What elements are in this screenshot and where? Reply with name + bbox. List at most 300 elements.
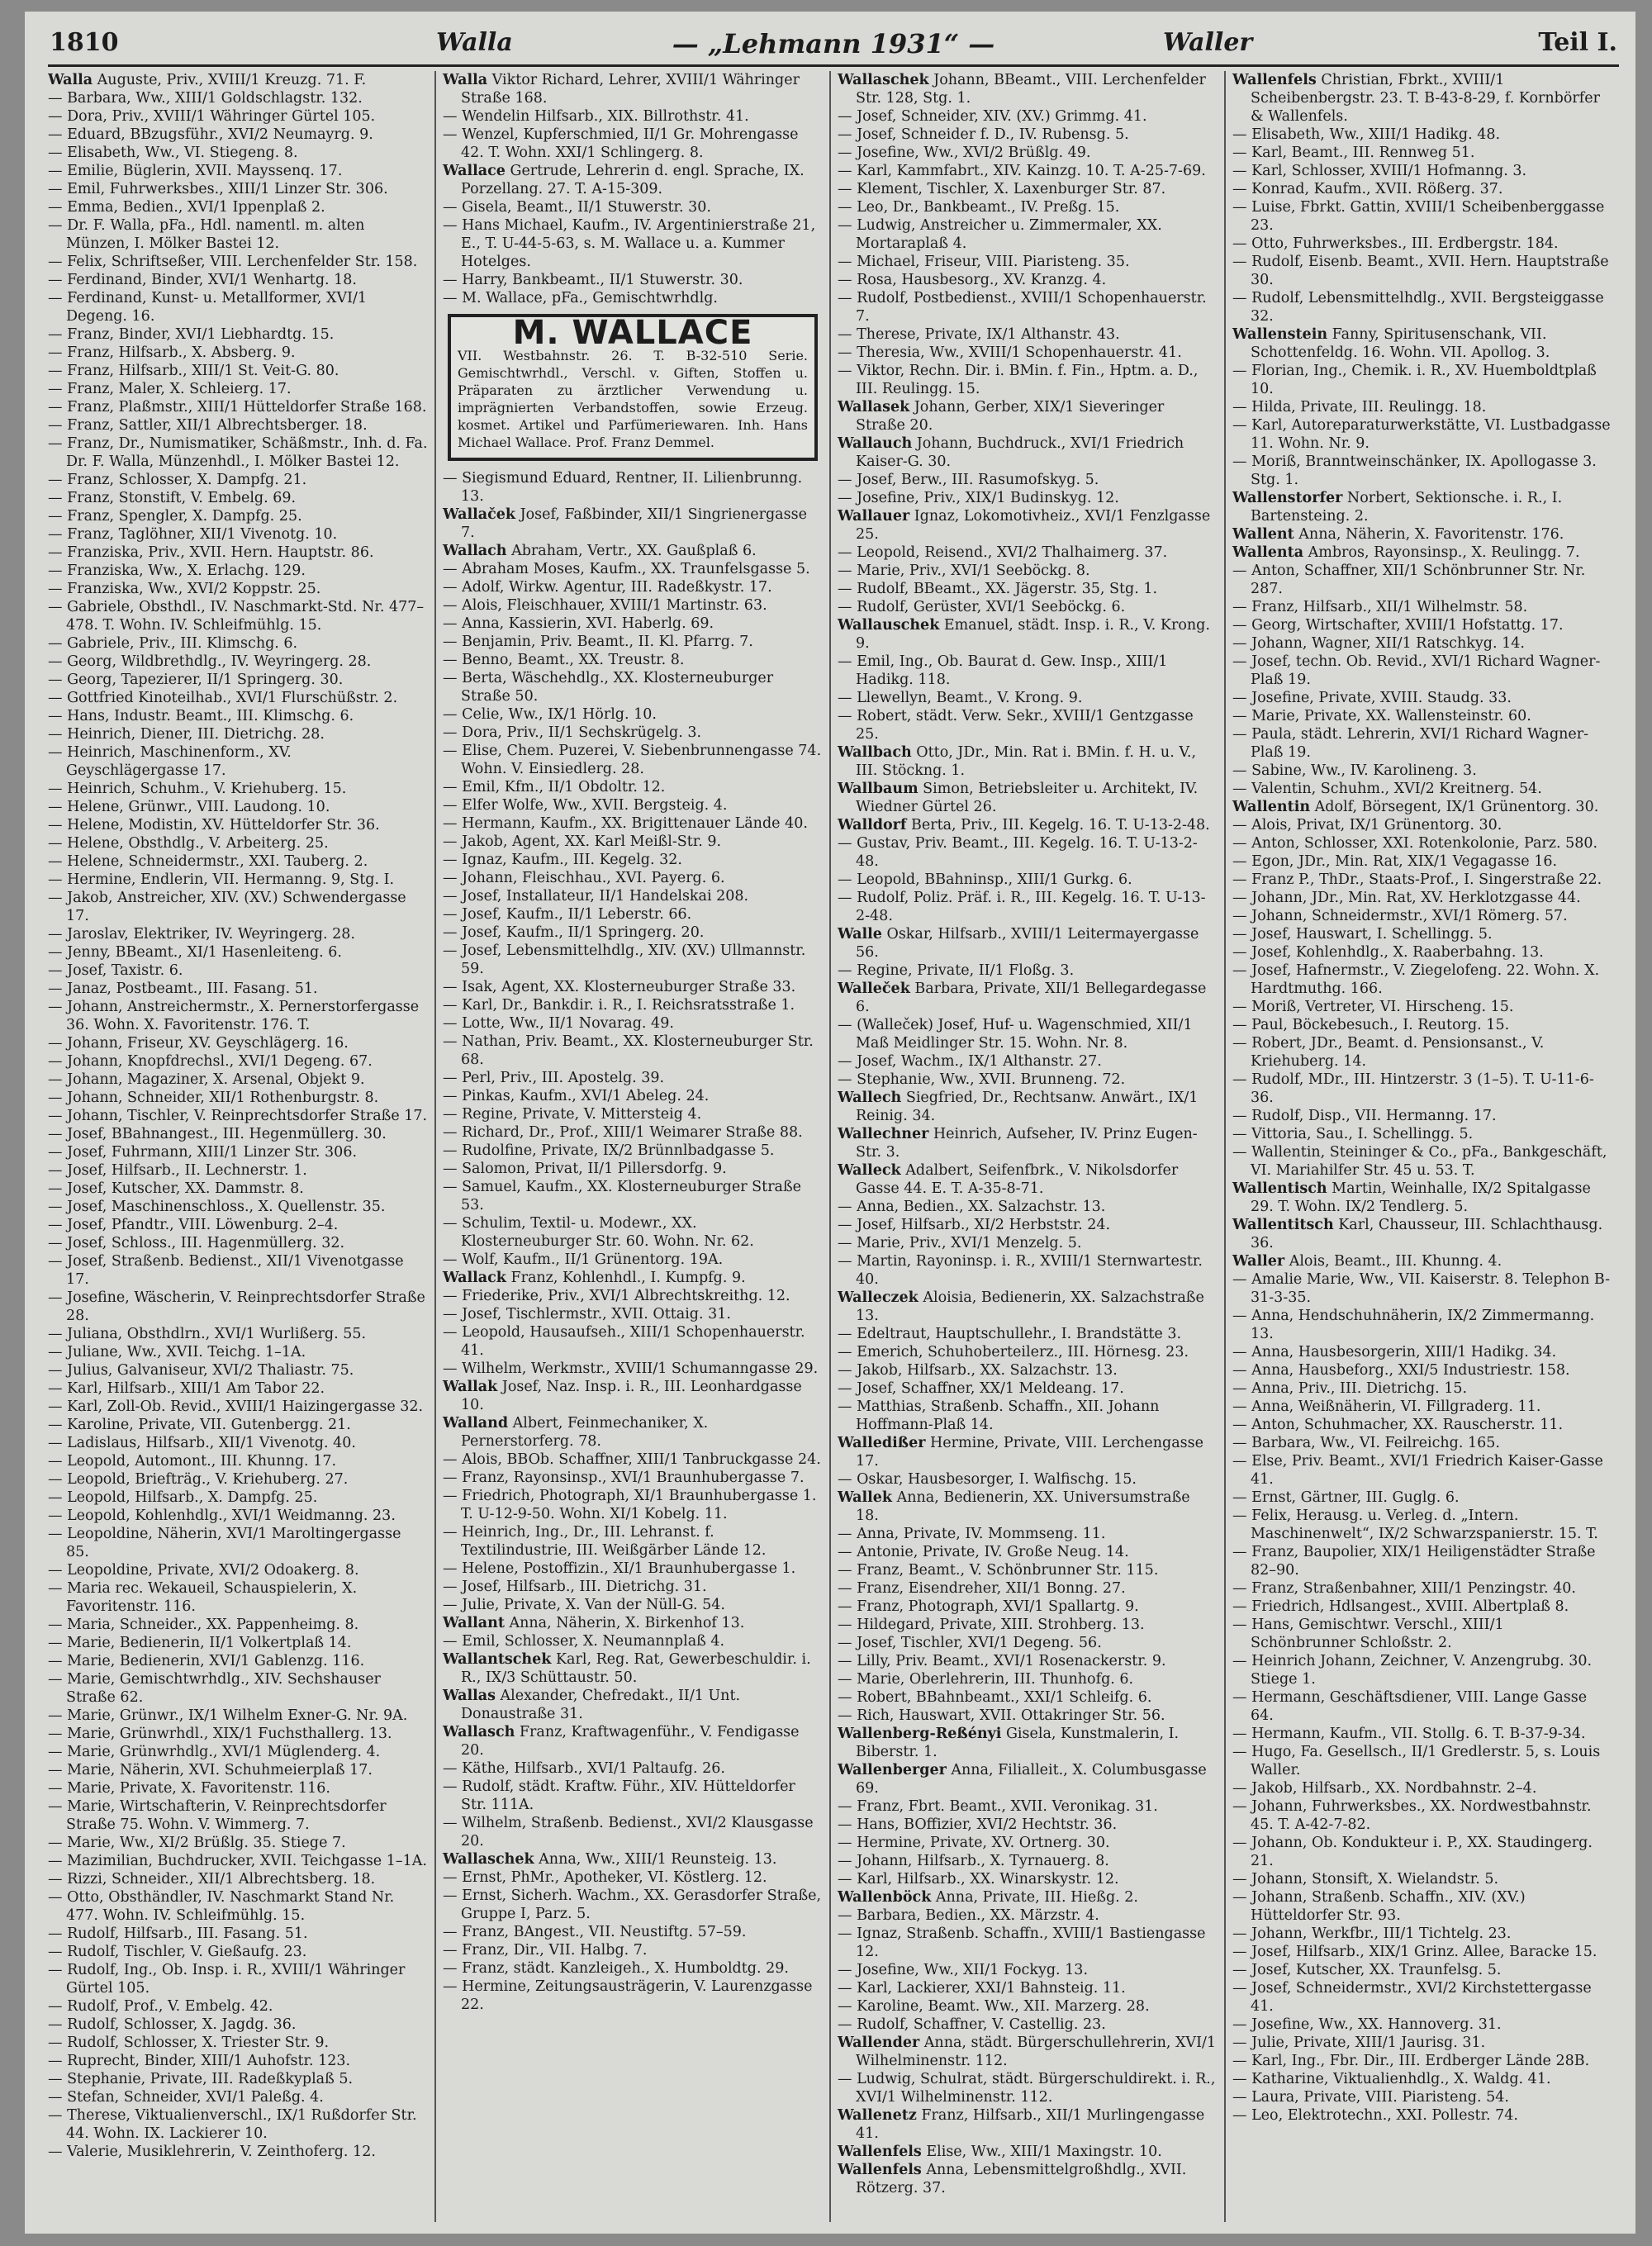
directory-entry: — Rudolf, Postbedienst., XVIII/1 Schopenhauerstr. 7. bbox=[838, 290, 1207, 325]
directory-entry: — Dr. F. Walla, pFa., Hdl. namentl. m. alten Münzen, I. Mölker Bastei 12. bbox=[48, 217, 365, 252]
directory-entry: — Wallentin, Steininger & Co., pFa., Bankgeschäft, VI. Mariahilfer Str. 45 u. 53. T. bbox=[1232, 1144, 1607, 1179]
directory-entry: — Emilie, Büglerin, XVII. Mayssenq. 17. bbox=[48, 163, 343, 179]
directory-entry: — Franz, Schlosser, X. Dampfg. 21. bbox=[48, 472, 307, 488]
directory-entry: — Johann, Hilfsarb., X. Tyrnauerg. 8. bbox=[838, 1853, 1109, 1869]
directory-entry: — Valerie, Musiklehrerin, V. Zeinthoferg. 12. bbox=[48, 2144, 376, 2160]
directory-entry: — Hermine, Private, XV. Ortnerg. 30. bbox=[838, 1835, 1110, 1851]
directory-entry: — Leopold, Automont., III. Khunng. 17. bbox=[48, 1453, 337, 1470]
directory-entry: — Franz, Baupolier, XIX/1 Heiligenstädter Straße 82–90. bbox=[1232, 1544, 1596, 1579]
directory-entry: — Juliana, Obsthdlrn., XVI/1 Wurlißerg. 55. bbox=[48, 1326, 367, 1342]
directory-entry: Walland Albert, Feinmechaniker, X. Pernerstorferg. 78. bbox=[443, 1415, 709, 1450]
directory-entry: — Robert, JDr., Beamt. d. Pensionsanst., V. Kriehuberg. 14. bbox=[1232, 1035, 1545, 1070]
directory-entry: — Josefine, Ww., XX. Hannoverg. 31. bbox=[1232, 2016, 1502, 2033]
directory-entry: — Anna, Priv., III. Dietrichg. 15. bbox=[1232, 1380, 1468, 1397]
directory-entry: Walleck Adalbert, Seifenfbrk., V. Nikolsdorfer Gasse 44. E. T. A-35-8-71. bbox=[838, 1162, 1179, 1197]
directory-entry: — Lilly, Priv. Beamt., XVI/1 Rosenackerstr. 9. bbox=[838, 1653, 1166, 1669]
directory-page bbox=[25, 12, 1635, 2234]
directory-entry: Wallentitsch Karl, Chausseur, III. Schlachthausg. 36. bbox=[1232, 1217, 1603, 1251]
directory-entry: — Marie, Grünwrhdl., XIX/1 Fuchsthallerg. 13. bbox=[48, 1726, 392, 1742]
directory-entry: — Wilhelm, Straßenb. Bedienst., XVI/2 Klausgasse 20. bbox=[443, 1815, 814, 1850]
directory-entry: — Josef, Tischler, XVI/1 Degeng. 56. bbox=[838, 1635, 1102, 1651]
directory-entry: — Karl, Kammfabrt., XIV. Kainzg. 10. T. A-25-7-69. bbox=[838, 163, 1206, 179]
directory-entry: — Regine, Private, II/1 Floßg. 3. bbox=[838, 962, 1075, 979]
directory-entry: — Karl, Beamt., III. Rennweg 51. bbox=[1232, 145, 1475, 161]
directory-entry: — Amalie Marie, Ww., VII. Kaiserstr. 8. Telephon B-31-3-35. bbox=[1232, 1271, 1611, 1306]
directory-entry: Walleček Barbara, Private, XII/1 Bellegardegasse 6. bbox=[838, 981, 1207, 1015]
directory-entry: — Anton, Schuhmacher, XX. Rauscherstr. 11. bbox=[1232, 1417, 1564, 1433]
header-part: Teil I. bbox=[1538, 28, 1617, 57]
directory-entry: — Oskar, Hausbesorger, I. Walfischg. 15. bbox=[838, 1471, 1137, 1488]
directory-entry: — Franz, Taglöhner, XII/1 Vivenotg. 10. bbox=[48, 526, 338, 543]
directory-entry: — Leopold, Reisend., XVI/2 Thalhaimerg. 37. bbox=[838, 544, 1168, 561]
directory-entry: — Franz, Fbrt. Beamt., XVII. Veronikag. 31. bbox=[838, 1798, 1158, 1815]
directory-entry: — Johann, Stonsift, X. Wielandstr. 5. bbox=[1232, 1871, 1499, 1887]
directory-entry: — Elisabeth, Ww., XIII/1 Hadikg. 48. bbox=[1232, 126, 1501, 143]
directory-entry: — Janaz, Postbeamt., III. Fasang. 51. bbox=[48, 981, 318, 997]
directory-entry: — Josef, techn. Ob. Revid., XVI/1 Richard Wagner-Plaß 19. bbox=[1232, 653, 1601, 688]
directory-entry: — Johann, Wagner, XII/1 Ratschkyg. 14. bbox=[1232, 635, 1525, 652]
directory-entry: — Franz, Photograph, XVI/1 Spallartg. 9. bbox=[838, 1598, 1139, 1615]
directory-entry: — Benno, Beamt., XX. Treustr. 8. bbox=[443, 652, 685, 668]
directory-entry: — Luise, Fbrkt. Gattin, XVIII/1 Scheibenberggasse 23. bbox=[1232, 199, 1605, 234]
directory-entry: — Juliane, Ww., XVII. Teichg. 1–1A. bbox=[48, 1344, 306, 1360]
directory-entry: — Josef, Fuhrmann, XIII/1 Linzer Str. 306. bbox=[48, 1144, 358, 1161]
directory-entry: — Rudolf, Lebensmittelhdlg., XVII. Bergsteiggasse 32. bbox=[1232, 290, 1604, 325]
directory-entry: — Johann, Anstreichermstr., X. Pernerstorfergasse 36. Wohn. X. Favoritenstr. 176. T. bbox=[48, 999, 420, 1033]
header-first-name: Walla bbox=[436, 28, 513, 57]
directory-entry: — (Walleček) Josef, Huf- u. Wagenschmied, XII/1 Maß Meidlinger Str. 15. Wohn. Nr. 8. bbox=[838, 1017, 1193, 1052]
directory-entry: — Emil, Fuhrwerksbes., XIII/1 Linzer Str. 306. bbox=[48, 181, 388, 197]
directory-entry: — Franz, Dr., Numismatiker, Schäßmstr., Inh. d. Fa. Dr. F. Walla, Münzenhdl., I. Mölker Bastei 12. bbox=[48, 435, 428, 470]
directory-entry: — Franz, Rayonsinsp., XVI/1 Braunhubergasse 7. bbox=[443, 1470, 805, 1486]
directory-entry: — Anna, Hausbesorgerin, XIII/1 Hadikg. 34. bbox=[1232, 1344, 1557, 1360]
directory-entry: — Helene, Grünwr., VIII. Laudong. 10. bbox=[48, 799, 330, 815]
directory-entry: — Ignaz, Kaufm., III. Kegelg. 32. bbox=[443, 852, 682, 868]
directory-entry: Wallas Alexander, Chefredakt., II/1 Unt. Donaustraße 31. bbox=[443, 1688, 741, 1722]
directory-entry: — Hermine, Zeitungsausträgerin, V. Laurenzgasse 22. bbox=[443, 1978, 813, 2013]
directory-entry: — Ferdinand, Kunst- u. Metallformer, XVI/1 Degeng. 16. bbox=[48, 290, 368, 325]
directory-entry: Wallechner Heinrich, Aufseher, IV. Prinz Eugen-Str. 3. bbox=[838, 1126, 1198, 1161]
directory-entry: — Siegismund Eduard, Rentner, II. Lilienbrunng. 13. bbox=[443, 470, 803, 505]
directory-entry: — Llewellyn, Beamt., V. Krong. 9. bbox=[838, 690, 1083, 706]
directory-entry: — Emma, Bedien., XVI/1 Ippenplaß 2. bbox=[48, 199, 325, 216]
directory-entry: — Anna, Hendschuhnäherin, IX/2 Zimmermanng. 13. bbox=[1232, 1308, 1595, 1342]
directory-entry: — Hans, Industr. Beamt., III. Klimschg. 6. bbox=[48, 708, 354, 724]
directory-entry: — Leo, Dr., Bankbeamt., IV. Preßg. 15. bbox=[838, 199, 1120, 216]
directory-entry: Wallack Franz, Kohlenhdl., I. Kumpfg. 9. bbox=[443, 1270, 746, 1286]
directory-entry: — Franz, Maler, X. Schleierg. 17. bbox=[48, 381, 292, 397]
directory-entry: — Josef, Lebensmittelhdlg., XIV. (XV.) Ullmannstr. 59. bbox=[443, 943, 806, 977]
directory-entry: — Anton, Schlosser, XXI. Rotenkolonie, Parz. 580. bbox=[1232, 835, 1598, 852]
directory-entry: — Moriß, Vertreter, VI. Hirscheng. 15. bbox=[1232, 999, 1514, 1015]
directory-entry: — Hans Michael, Kaufm., IV. Argentinierstraße 21, E., T. U-44-5-63, s. M. Wallace u. a. Kummer Hotelges. bbox=[443, 217, 816, 270]
directory-entry: — Elisabeth, Ww., VI. Stiegeng. 8. bbox=[48, 145, 298, 161]
directory-entry: — Rudolf, Tischler, V. Gießaufg. 23. bbox=[48, 1944, 307, 1960]
directory-entry: — Karl, Schlosser, XVIII/1 Hofmanng. 3. bbox=[1232, 163, 1527, 179]
directory-entry: — Franz, Dir., VII. Halbg. 7. bbox=[443, 1942, 648, 1959]
directory-entry: — Isak, Agent, XX. Klosterneuburger Straße 33. bbox=[443, 979, 796, 995]
directory-entry: — Emerich, Schuhoberteilerz., III. Hörnesg. 23. bbox=[838, 1344, 1189, 1360]
directory-entry: — Harry, Bankbeamt., II/1 Stuwerstr. 30. bbox=[443, 272, 743, 288]
directory-entry: Walledißer Hermine, Private, VIII. Lerchengasse 17. bbox=[838, 1435, 1203, 1470]
directory-entry: — Johann, Straßenb. Schaffn., XIV. (XV.) Hütteldorfer Str. 93. bbox=[1232, 1889, 1526, 1924]
directory-entry: — Josef, Schneider, XIV. (XV.) Grimmg. 41. bbox=[838, 108, 1147, 125]
directory-entry: — Franz, städt. Kanzleigeh., X. Humboldtg. 29. bbox=[443, 1960, 789, 1977]
column-4 bbox=[1224, 71, 1619, 2222]
directory-entry: Wallenfels Christian, Fbrkt., XVIII/1 Scheibenbergstr. 23. T. B-43-8-29, f. Kornbörfer & Wallenfels. bbox=[1232, 72, 1600, 125]
directory-entry: — Else, Priv. Beamt., XVI/1 Friedrich Kaiser-Gasse 41. bbox=[1232, 1453, 1603, 1488]
directory-entry: — Adolf, Wirkw. Agentur, III. Radeßkystr. 17. bbox=[443, 579, 772, 596]
directory-entry: Wallak Josef, Naz. Insp. i. R., III. Leonhardgasse 10. bbox=[443, 1379, 802, 1413]
directory-entry: Wallent Anna, Näherin, X. Favoritenstr. 176. bbox=[1232, 526, 1564, 543]
directory-entry: — Franz, Binder, XVI/1 Liebhardtg. 15. bbox=[48, 326, 335, 343]
directory-entry: — Edeltraut, Hauptschullehr., I. Brandstätte 3. bbox=[838, 1326, 1182, 1342]
directory-entry: Walleczek Aloisia, Bedienerin, XX. Salzachstraße 13. bbox=[838, 1289, 1204, 1324]
directory-entry: — Heinrich, Diener, III. Dietrichg. 28. bbox=[48, 726, 325, 743]
directory-entry: — Martin, Rayoninsp. i. R., XVIII/1 Sternwartestr. 40. bbox=[838, 1253, 1203, 1288]
directory-entry: — Josefine, Priv., XIX/1 Budinskyg. 12. bbox=[838, 490, 1119, 506]
directory-entry: — Josef, Maschinenschloss., X. Quellenstr. 35. bbox=[48, 1199, 386, 1215]
directory-entry: — Georg, Wildbrethdlg., IV. Weyringerg. 28. bbox=[48, 653, 372, 670]
directory-entry: — Hermann, Kaufm., VII. Stollg. 6. T. B-37-9-34. bbox=[1232, 1726, 1586, 1742]
directory-entry: — Jakob, Agent, XX. Karl Meißl-Str. 9. bbox=[443, 833, 722, 850]
directory-entry: Wallach Abraham, Vertr., XX. Gaußplaß 6. bbox=[443, 543, 757, 559]
directory-entry: — Therese, Viktualienverschl., IX/1 Rußdorfer Str. 44. Wohn. IX. Lackierer 10. bbox=[48, 2107, 417, 2142]
directory-entry: — Stefan, Schneider, XVI/1 Paleßg. 4. bbox=[48, 2089, 324, 2106]
directory-entry: — Benjamin, Priv. Beamt., II. Kl. Pfarrg. 7. bbox=[443, 634, 753, 650]
directory-entry: — Anna, Hausbeforg., XXI/5 Industriestr. 158. bbox=[1232, 1362, 1570, 1379]
directory-entry: — Valentin, Schuhm., XVI/2 Kreitnerg. 54. bbox=[1232, 781, 1542, 797]
directory-entry: Wallenböck Anna, Private, III. Hießg. 2. bbox=[838, 1889, 1138, 1906]
column-1 bbox=[48, 71, 434, 2222]
directory-entry: Wallantschek Karl, Reg. Rat, Gewerbeschuldir. i. R., IX/3 Schüttaustr. 50. bbox=[443, 1651, 811, 1686]
directory-entry: — Wolf, Kaufm., II/1 Grünentorg. 19A. bbox=[443, 1251, 724, 1268]
directory-entry: — Ernst, Gärtner, III. Guglg. 6. bbox=[1232, 1489, 1460, 1506]
directory-entry: — Johann, Ob. Kondukteur i. P., XX. Staudingerg. 21. bbox=[1232, 1835, 1593, 1869]
directory-entry: — Rudolf, Poliz. Präf. i. R., III. Kegelg. 16. T. U-13-2-48. bbox=[838, 890, 1206, 924]
directory-entry: — Ferdinand, Binder, XVI/1 Wenhartg. 18. bbox=[48, 272, 357, 288]
directory-entry: — Josef, Hilfsarb., II. Lechnerstr. 1. bbox=[48, 1162, 307, 1179]
directory-entry: — Otto, Fuhrwerksbes., III. Erdbergstr. 184. bbox=[1232, 235, 1559, 252]
ad-title: M. WALLACE bbox=[512, 314, 753, 352]
directory-entry: — Rudolf, BBeamt., XX. Jägerstr. 35, Stg. 1. bbox=[838, 581, 1158, 597]
directory-entry: — Josef, Tischlermstr., XVII. Ottaig. 31. bbox=[443, 1306, 731, 1322]
directory-entry: Wallasek Johann, Gerber, XIX/1 Sieveringer Straße 20. bbox=[838, 399, 1165, 434]
directory-entry: — Franz, Stonstift, V. Embelg. 69. bbox=[48, 490, 297, 506]
directory-entry: — Alois, Privat, IX/1 Grünentorg. 30. bbox=[1232, 817, 1502, 833]
directory-entry: — Hilda, Private, III. Reulingg. 18. bbox=[1232, 399, 1487, 415]
directory-entry: — Rich, Hauswart, XVII. Ottakringer Str. 56. bbox=[838, 1707, 1165, 1724]
directory-entry: — Paula, städt. Lehrerin, XVI/1 Richard Wagner-Plaß 19. bbox=[1232, 726, 1589, 761]
directory-entry: — Hans, BOffizier, XVI/2 Hechtstr. 36. bbox=[838, 1816, 1118, 1833]
directory-entry: — Hugo, Fa. Gesellsch., II/1 Gredlerstr. 5, s. Louis Waller. bbox=[1232, 1744, 1601, 1778]
directory-entry: — Felix, Herausg. u. Verleg. d. „Intern. Maschinenwelt“, IX/2 Schwarzspanierstr. 15. T. bbox=[1232, 1508, 1598, 1542]
directory-entry: — Leopold, BBahninsp., XIII/1 Gurkg. 6. bbox=[838, 871, 1132, 888]
directory-entry: — Josefine, Ww., XVI/2 Brüßlg. 49. bbox=[838, 145, 1091, 161]
directory-entry: Wallenstorfer Norbert, Sektionsche. i. R., I. Bartensteing. 2. bbox=[1232, 490, 1563, 525]
directory-entry: — Josef, Hilfsarb., XIX/1 Grinz. Allee, Baracke 15. bbox=[1232, 1944, 1597, 1960]
page-header bbox=[48, 23, 1619, 67]
directory-entry: Wallant Anna, Näherin, X. Birkenhof 13. bbox=[443, 1615, 745, 1631]
directory-entry: — Karoline, Beamt. Ww., XII. Marzerg. 28. bbox=[838, 1998, 1150, 2015]
directory-entry: Wallasch Franz, Kraftwagenführ., V. Fendigasse 20. bbox=[443, 1724, 800, 1759]
directory-entry: — Johann, Fuhrwerksbes., XX. Nordwestbahnstr. 45. T. A-42-7-82. bbox=[1232, 1798, 1592, 1833]
directory-entry: — Hermine, Endlerin, VII. Hermanng. 9, Stg. I. bbox=[48, 871, 395, 888]
directory-entry: — Elise, Chem. Puzerei, V. Siebenbrunnengasse 74. Wohn. V. Einsiedlerg. 28. bbox=[443, 743, 822, 777]
header-title: — „Lehmann 1931“ — bbox=[672, 28, 995, 59]
directory-entry: Wallentisch Martin, Weinhalle, IX/2 Spitalgasse 29. T. Wohn. IX/2 Tendlerg. 5. bbox=[1232, 1180, 1591, 1215]
directory-entry: — Karl, Hilfsarb., XIII/1 Am Tabor 22. bbox=[48, 1380, 325, 1397]
directory-entry: — Maria, Schneider., XX. Pappenheimg. 8. bbox=[48, 1617, 359, 1633]
directory-entry: — Franz, Eisendreher, XII/1 Bonng. 27. bbox=[838, 1580, 1126, 1597]
directory-entry: — Karl, Zoll-Ob. Revid., XVIII/1 Haizingergasse 32. bbox=[48, 1398, 424, 1415]
directory-entry: — Gottfried Kinoteilhab., XVI/1 Flurschüßstr. 2. bbox=[48, 690, 398, 706]
directory-entry: Wallauschek Emanuel, städt. Insp. i. R., V. Krong. 9. bbox=[838, 617, 1210, 652]
directory-entry: Wallentin Adolf, Börsegent, IX/1 Grünentorg. 30. bbox=[1232, 799, 1599, 815]
directory-entry: — Ernst, Sicherh. Wachm., XX. Gerasdorfer Straße, Gruppe I, Parz. 5. bbox=[443, 1887, 822, 1922]
directory-entry: Wallenfels Anna, Lebensmittelgroßhdlg., XVII. Rötzerg. 37. bbox=[838, 2162, 1187, 2196]
directory-entry: — Franz, Straßenbahner, XIII/1 Penzingstr. 40. bbox=[1232, 1580, 1576, 1597]
directory-entry: — Anna, Kassierin, XVI. Haberlg. 69. bbox=[443, 615, 714, 632]
directory-entry: — Leopold, Hausaufseh., XIII/1 Schopenhauerstr. 41. bbox=[443, 1324, 805, 1359]
directory-entry: — Gabriele, Priv., III. Klimschg. 6. bbox=[48, 635, 298, 652]
directory-entry: — Rudolf, Hilfsarb., III. Fasang. 51. bbox=[48, 1925, 308, 1942]
directory-entry: — Klement, Tischler, X. Laxenburger Str. 87. bbox=[838, 181, 1166, 197]
directory-entry: — Rudolfine, Private, IX/2 Brünnlbadgasse 5. bbox=[443, 1142, 775, 1159]
directory-entry: — Karl, Dr., Bankdir. i. R., I. Reichsratsstraße 1. bbox=[443, 997, 795, 1014]
directory-entry: — Marie, Bedienerin, II/1 Volkertplaß 14. bbox=[48, 1635, 352, 1651]
directory-entry: — Josefine, Private, XVIII. Staudg. 33. bbox=[1232, 690, 1512, 706]
directory-entry: — Antonie, Private, IV. Große Neug. 14. bbox=[838, 1544, 1129, 1560]
directory-entry: — Gustav, Priv. Beamt., III. Kegelg. 16. T. U-13-2-48. bbox=[838, 835, 1198, 870]
directory-entry: — Josef, Hauswart, I. Schellingg. 5. bbox=[1232, 926, 1493, 943]
directory-entry: — Johann, Fleischhau., XVI. Payerg. 6. bbox=[443, 870, 725, 886]
directory-entry: — Johann, Magaziner, X. Arsenal, Objekt 9. bbox=[48, 1071, 365, 1088]
directory-entry: — Rudolf, Disp., VII. Hermanng. 17. bbox=[1232, 1108, 1497, 1124]
directory-entry: — Emil, Kfm., II/1 Obdoltr. 12. bbox=[443, 779, 666, 795]
advertisement-box bbox=[448, 314, 818, 461]
directory-entry: — Berta, Wäschehdlg., XX. Klosterneuburger Straße 50. bbox=[443, 670, 774, 705]
directory-entry: — Dora, Priv., XVIII/1 Währinger Gürtel 105. bbox=[48, 108, 376, 125]
directory-entry: — Leopold, Kohlenhdlg., XVI/1 Weidmanng. 23. bbox=[48, 1508, 396, 1524]
directory-entry: — Schulim, Textil- u. Modewr., XX. Klosterneuburger Str. 60. Wohn. Nr. 62. bbox=[443, 1215, 754, 1250]
directory-entry: — Robert, städt. Verw. Sekr., XVIII/1 Gentzgasse 25. bbox=[838, 708, 1194, 743]
directory-entry: Wallenberg-Reßényi Gisela, Kunstmalerin, I. Biberstr. 1. bbox=[838, 1726, 1180, 1760]
ad-body: VII. Westbahnstr. 26. T. B-32-510 Serie. Gemischtwrhdl., Verschl. v. Giften, Stoffen u. Präparaten zu ärztlicher Verwendung u. imprägnierten Verbandstoffen, sowie Erzeug. kosmet. Artikel und Parfümeriewaren. Inh. Hans Michael Wallace. Prof. Franz Demmel. bbox=[458, 348, 808, 450]
directory-entry: — Helene, Obsthdlg., V. Arbeiterg. 25. bbox=[48, 835, 329, 852]
directory-entry: — Viktor, Rechn. Dir. i. BMin. f. Fin., Hptm. a. D., III. Reulingg. 15. bbox=[838, 363, 1199, 397]
directory-entry: — Marie, Oberlehrerin, III. Thunhofg. 6. bbox=[838, 1671, 1134, 1688]
directory-entry: — Helene, Postoffizin., XI/1 Braunhubergasse 1. bbox=[443, 1560, 796, 1577]
directory-entry: — Richard, Dr., Prof., XIII/1 Weimarer Straße 88. bbox=[443, 1124, 803, 1141]
directory-entry: Wallenta Ambros, Rayonsinsp., X. Reulingg. 7. bbox=[1232, 544, 1580, 561]
directory-entry: — Rudolf, Schlosser, X. Jagdg. 36. bbox=[48, 2016, 297, 2033]
directory-entry: — Matthias, Straßenb. Schaffn., XII. Johann Hoffmann-Plaß 14. bbox=[838, 1398, 1160, 1433]
directory-entry: — Johann, JDr., Min. Rat, XV. Herklotzgasse 44. bbox=[1232, 890, 1581, 906]
directory-entry: — Franz, Hilfsarb., X. Absberg. 9. bbox=[48, 344, 296, 361]
directory-entry: Waller Alois, Beamt., III. Khunng. 4. bbox=[1232, 1253, 1502, 1270]
directory-entry: Wallek Anna, Bedienerin, XX. Universumstraße 18. bbox=[838, 1489, 1190, 1524]
directory-entry: — Franz, Hilfsarb., XIII/1 St. Veit-G. 80. bbox=[48, 363, 339, 379]
directory-entry: — Jaroslav, Elektriker, IV. Weyringerg. 28. bbox=[48, 926, 355, 943]
directory-entry: — Josef, BBahnangest., III. Hegenmüllerg. 30. bbox=[48, 1126, 387, 1142]
directory-entry: — Pinkas, Kaufm., XVI/1 Abeleg. 24. bbox=[443, 1088, 710, 1104]
directory-entry: Wallauer Ignaz, Lokomotivheiz., XVI/1 Fenzlgasse 25. bbox=[838, 508, 1211, 543]
directory-entry: — Josef, Kutscher, XX. Dammstr. 8. bbox=[48, 1180, 304, 1197]
directory-entry: — Elfer Wolfe, Ww., XVII. Bergsteig. 4. bbox=[443, 797, 728, 814]
directory-entry: — Regine, Private, V. Mittersteig 4. bbox=[443, 1106, 702, 1123]
directory-entry: — Franz, Spengler, X. Dampfg. 25. bbox=[48, 508, 302, 525]
directory-entry: — Josef, Schneidermstr., XVI/2 Kirchstettergasse 41. bbox=[1232, 1980, 1592, 2015]
directory-entry: — Marie, Bedienerin, XVI/1 Gablenzg. 116. bbox=[48, 1653, 365, 1669]
directory-entry: — Samuel, Kaufm., XX. Klosterneuburger Straße 53. bbox=[443, 1179, 802, 1213]
directory-entry: — Johann, Werkfbr., III/1 Tichtelg. 23. bbox=[1232, 1925, 1512, 1942]
directory-entry: — Robert, BBahnbeamt., XXI/1 Schleifg. 6. bbox=[838, 1689, 1152, 1706]
directory-entry: — Marie, Gemischtwrhdlg., XIV. Sechshauser Straße 62. bbox=[48, 1671, 381, 1706]
directory-entry: — Ruprecht, Binder, XIII/1 Auhofstr. 123. bbox=[48, 2053, 351, 2069]
page-number: 1810 bbox=[50, 28, 119, 57]
directory-entry: Wallaček Josef, Faßbinder, XII/1 Singrienergasse 7. bbox=[443, 506, 807, 541]
directory-entry: — Sabine, Ww., IV. Karolineng. 3. bbox=[1232, 762, 1477, 779]
directory-entry: — Otto, Obsthändler, IV. Naschmarkt Stand Nr. 477. Wohn. IV. Schleifmühlg. 15. bbox=[48, 1889, 395, 1924]
directory-entry: — Josef, Hilfsarb., III. Dietrichg. 31. bbox=[443, 1579, 707, 1595]
directory-entry: — Wendelin Hilfsarb., XIX. Billrothstr. 41. bbox=[443, 108, 749, 125]
directory-entry: — Friedrich, Hdlsangest., XVIII. Albertplaß 8. bbox=[1232, 1598, 1569, 1615]
directory-entry: — Rosa, Hausbesorg., XV. Kranzg. 4. bbox=[838, 272, 1107, 288]
directory-entry: — Josef, Kaufm., II/1 Leberstr. 66. bbox=[443, 906, 692, 923]
directory-entry: — Gisela, Beamt., II/1 Stuwerstr. 30. bbox=[443, 199, 711, 216]
directory-entry: — Rudolf, Ing., Ob. Insp. i. R., XVIII/1 Währinger Gürtel 105. bbox=[48, 1962, 406, 1997]
directory-entry: — Hermann, Geschäftsdiener, VIII. Lange Gasse 64. bbox=[1232, 1689, 1588, 1724]
directory-entry: — Katharine, Viktualienhdlg., X. Waldg. 41. bbox=[1232, 2071, 1551, 2087]
directory-entry: — Heinrich, Schuhm., V. Kriehuberg. 15. bbox=[48, 781, 347, 797]
directory-entry: — Dora, Priv., II/1 Sechskrügelg. 3. bbox=[443, 724, 702, 741]
directory-entry: — Maria rec. Wekaueil, Schauspielerin, X. Favoritenstr. 116. bbox=[48, 1580, 358, 1615]
directory-entry: — Josef, Schaffner, XX/1 Meldeang. 17. bbox=[838, 1380, 1124, 1397]
directory-entry: — Laura, Private, VIII. Piaristeng. 54. bbox=[1232, 2089, 1509, 2106]
directory-entry: — Johann, Schneidermstr., XVI/1 Römerg. 57. bbox=[1232, 908, 1568, 924]
directory-entry: — Josefine, Ww., XII/1 Fockyg. 13. bbox=[838, 1962, 1089, 1978]
directory-entry: — Perl, Priv., III. Apostelg. 39. bbox=[443, 1070, 665, 1086]
directory-entry: — Emil, Ing., Ob. Baurat d. Gew. Insp., XIII/1 Hadikg. 118. bbox=[838, 653, 1168, 688]
directory-entry: — Marie, Ww., XI/2 Brüßlg. 35. Stiege 7. bbox=[48, 1835, 346, 1851]
directory-entry: — Leopold, Hilfsarb., X. Dampfg. 25. bbox=[48, 1489, 318, 1506]
directory-entry: — Barbara, Bedien., XX. Märzstr. 4. bbox=[838, 1907, 1099, 1924]
directory-entry: — Egon, JDr., Min. Rat, XIX/1 Vegagasse 16. bbox=[1232, 853, 1558, 870]
directory-entry: — Ignaz, Straßenb. Schaffn., XVIII/1 Bastiengasse 12. bbox=[838, 1925, 1206, 1960]
directory-entry: — Heinrich, Maschinenform., XV. Geyschlägergasse 17. bbox=[48, 744, 292, 779]
directory-entry: — Josef, Hilfsarb., XI/2 Herbststr. 24. bbox=[838, 1217, 1111, 1233]
directory-entry: — Vittoria, Sau., I. Schellingg. 5. bbox=[1232, 1126, 1474, 1142]
directory-entry: — Josef, Kohlenhdlg., X. Raaberbahng. 13. bbox=[1232, 944, 1544, 961]
directory-entry: — Marie, Grünwr., IX/1 Wilhelm Exner-G. Nr. 9A. bbox=[48, 1707, 408, 1724]
directory-entry: — Josef, Installateur, II/1 Handelskai 208. bbox=[443, 888, 749, 905]
directory-entry: — Wenzel, Kupferschmied, II/1 Gr. Mohrengasse 42. T. Wohn. XXI/1 Schlingerg. 8. bbox=[443, 126, 799, 161]
directory-entry: — Rudolf, MDr., III. Hintzerstr. 3 (1–5). T. U-11-6-36. bbox=[1232, 1071, 1594, 1106]
directory-entry: — Alois, BBOb. Schaffner, XIII/1 Tanbruckgasse 24. bbox=[443, 1451, 821, 1468]
directory-entry: Wallaschek Anna, Ww., XIII/1 Reunsteig. 13. bbox=[443, 1851, 777, 1868]
directory-entry: — Emil, Schlosser, X. Neumannplaß 4. bbox=[443, 1633, 725, 1650]
directory-entry: Wallenetz Franz, Hilfsarb., XII/1 Murlingengasse 41. bbox=[838, 2107, 1205, 2142]
directory-entry: — Friedrich, Photograph, XI/1 Braunhubergasse 1. T. U-12-9-50. Wohn. XI/1 Kobelg. 11. bbox=[443, 1488, 817, 1522]
directory-entry: — Rudolf, städt. Kraftw. Führ., XIV. Hütteldorfer Str. 111A. bbox=[443, 1778, 795, 1813]
directory-entry: — Josef, Berw., III. Rasumofskyg. 5. bbox=[838, 472, 1099, 488]
directory-entry: — Rudolf, Gerüster, XVI/1 Seeböckg. 6. bbox=[838, 599, 1126, 615]
directory-entry: — Franz, BAngest., VII. Neustiftg. 57–59. bbox=[443, 1924, 747, 1940]
column-2 bbox=[434, 71, 829, 2222]
directory-entry: — Hermann, Kaufm., XX. Brigittenauer Lände 40. bbox=[443, 815, 808, 832]
directory-entry: — Rudolf, Schaffner, V. Castellig. 23. bbox=[838, 2016, 1106, 2033]
directory-entry: — Franz, Beamt., V. Schönbrunner Str. 115. bbox=[838, 1562, 1159, 1579]
directory-entry: — Leopold, Briefträg., V. Kriehuberg. 27. bbox=[48, 1471, 349, 1488]
directory-entry: Wallbaum Simon, Betriebsleiter u. Architekt, IV. Wiedner Gürtel 26. bbox=[838, 781, 1199, 815]
entry-columns bbox=[48, 71, 1619, 2222]
directory-entry: — Heinrich Johann, Zeichner, V. Anzengrubg. 30. Stiege 1. bbox=[1232, 1653, 1593, 1688]
directory-entry: — Johann, Knopfdrechsl., XVI/1 Degeng. 67. bbox=[48, 1053, 373, 1070]
directory-entry: — Therese, Private, IX/1 Althanstr. 43. bbox=[838, 326, 1120, 343]
directory-entry: Walla Auguste, Priv., XVIII/1 Kreuzg. 71. F. bbox=[48, 72, 367, 88]
directory-entry: — Josef, Straßenb. Bedienst., XII/1 Vivenotgasse 17. bbox=[48, 1253, 404, 1288]
directory-entry: — Helene, Schneidermstr., XXI. Tauberg. 2. bbox=[48, 853, 368, 870]
directory-entry: — Anton, Schaffner, XII/1 Schönbrunner Str. Nr. 287. bbox=[1232, 563, 1586, 597]
directory-entry: Walldorf Berta, Priv., III. Kegelg. 16. T. U-13-2-48. bbox=[838, 817, 1210, 833]
directory-entry: Wallech Siegfried, Dr., Rechtsanw. Anwärt., IX/1 Reinig. 34. bbox=[838, 1090, 1199, 1124]
directory-entry: — Salomon, Privat, II/1 Pillersdorfg. 9. bbox=[443, 1161, 727, 1177]
directory-entry: — Rudolf, Schlosser, X. Triester Str. 9. bbox=[48, 2035, 330, 2051]
directory-entry: — Franz, Hilfsarb., XII/1 Wilhelmstr. 58. bbox=[1232, 599, 1528, 615]
directory-entry: — Mazimilian, Buchdrucker, XVII. Teichgasse 1–1A. bbox=[48, 1853, 427, 1869]
directory-entry: — Florian, Ing., Chemik. i. R., XV. Huemboldtplaß 10. bbox=[1232, 363, 1597, 397]
directory-entry: — Josef, Kutscher, XX. Traunfelsg. 5. bbox=[1232, 1962, 1502, 1978]
column-3 bbox=[829, 71, 1224, 2222]
directory-entry: — Theresia, Ww., XVIII/1 Schopenhauerstr. 41. bbox=[838, 344, 1182, 361]
directory-entry: — Felix, Schriftseßer, VIII. Lerchenfelder Str. 158. bbox=[48, 254, 418, 270]
directory-entry: — Barbara, Ww., XIII/1 Goldschlagstr. 132. bbox=[48, 90, 363, 107]
directory-entry: Walle Oskar, Hilfsarb., XVIII/1 Leitermayergasse 56. bbox=[838, 926, 1199, 961]
directory-entry: — Franz, Sattler, XII/1 Albrechtsberger. 18. bbox=[48, 417, 368, 434]
directory-entry: — Nathan, Priv. Beamt., XX. Klosterneuburger Str. 68. bbox=[443, 1033, 814, 1068]
directory-entry: — Josef, Taxistr. 6. bbox=[48, 962, 183, 979]
directory-entry: — Anna, Weißnäherin, VI. Fillgraderg. 11. bbox=[1232, 1398, 1541, 1415]
directory-entry: — Jakob, Hilfsarb., XX. Nordbahnstr. 2–4. bbox=[1232, 1780, 1537, 1797]
directory-entry: — Karoline, Private, VII. Gutenbergg. 21. bbox=[48, 1417, 351, 1433]
directory-entry: — Konrad, Kaufm., XVII. Rößerg. 37. bbox=[1232, 181, 1503, 197]
directory-entry: — Stephanie, Ww., XVII. Brunneng. 72. bbox=[838, 1071, 1126, 1088]
directory-entry: — Anna, Bedien., XX. Salzachstr. 13. bbox=[838, 1199, 1106, 1215]
directory-entry: — Barbara, Ww., VI. Feilreichg. 165. bbox=[1232, 1435, 1500, 1451]
directory-entry: — Ludwig, Schulrat, städt. Bürgerschuldirekt. i. R., XVI/1 Wilhelminenstr. 112. bbox=[838, 2071, 1216, 2106]
directory-entry: — Lotte, Ww., II/1 Novarag. 49. bbox=[443, 1015, 674, 1032]
directory-entry: — Marie, Private, X. Favoritenstr. 116. bbox=[48, 1780, 330, 1797]
directory-entry: — Wilhelm, Werkmstr., XVIII/1 Schumanngasse 29. bbox=[443, 1360, 819, 1377]
directory-entry: — Julius, Galvaniseur, XVI/2 Thaliastr. 75. bbox=[48, 1362, 354, 1379]
directory-entry: — Julie, Private, XIII/1 Jaurisg. 31. bbox=[1232, 2035, 1486, 2051]
directory-entry: — Franziska, Ww., X. Erlachg. 129. bbox=[48, 563, 306, 579]
directory-entry: — Rudolf, Eisenb. Beamt., XVII. Hern. Hauptstraße 30. bbox=[1232, 254, 1609, 288]
directory-entry: — Johann, Schneider, XII/1 Rothenburgstr. 8. bbox=[48, 1090, 379, 1106]
directory-entry: — Michael, Friseur, VIII. Piaristeng. 35. bbox=[838, 254, 1130, 270]
directory-entry: — Käthe, Hilfsarb., XVI/1 Paltaufg. 26. bbox=[443, 1760, 725, 1777]
directory-entry: — Ladislaus, Hilfsarb., XII/1 Vivenotg. 40. bbox=[48, 1435, 356, 1451]
directory-entry: — Marie, Private, XX. Wallensteinstr. 60. bbox=[1232, 708, 1531, 724]
directory-entry: — Karl, Ing., Fbr. Dir., III. Erdberger Lände 28B. bbox=[1232, 2053, 1590, 2069]
directory-entry: — Julie, Private, X. Van der Nüll-G. 54. bbox=[443, 1597, 725, 1613]
directory-entry: — Gabriele, Obsthdl., IV. Naschmarkt-Std. Nr. 477–478. T. Wohn. IV. Schleifmühlg. 15. bbox=[48, 599, 425, 634]
directory-entry: — Franz, Plaßmstr., XIII/1 Hütteldorfer Straße 168. bbox=[48, 399, 427, 415]
directory-entry: Wallauch Johann, Buchdruck., XVI/1 Friedrich Kaiser-G. 30. bbox=[838, 435, 1184, 470]
directory-entry: — Franziska, Ww., XVI/2 Koppstr. 25. bbox=[48, 581, 321, 597]
directory-entry: — Franz P., ThDr., Staats-Prof., I. Singerstraße 22. bbox=[1232, 871, 1602, 888]
